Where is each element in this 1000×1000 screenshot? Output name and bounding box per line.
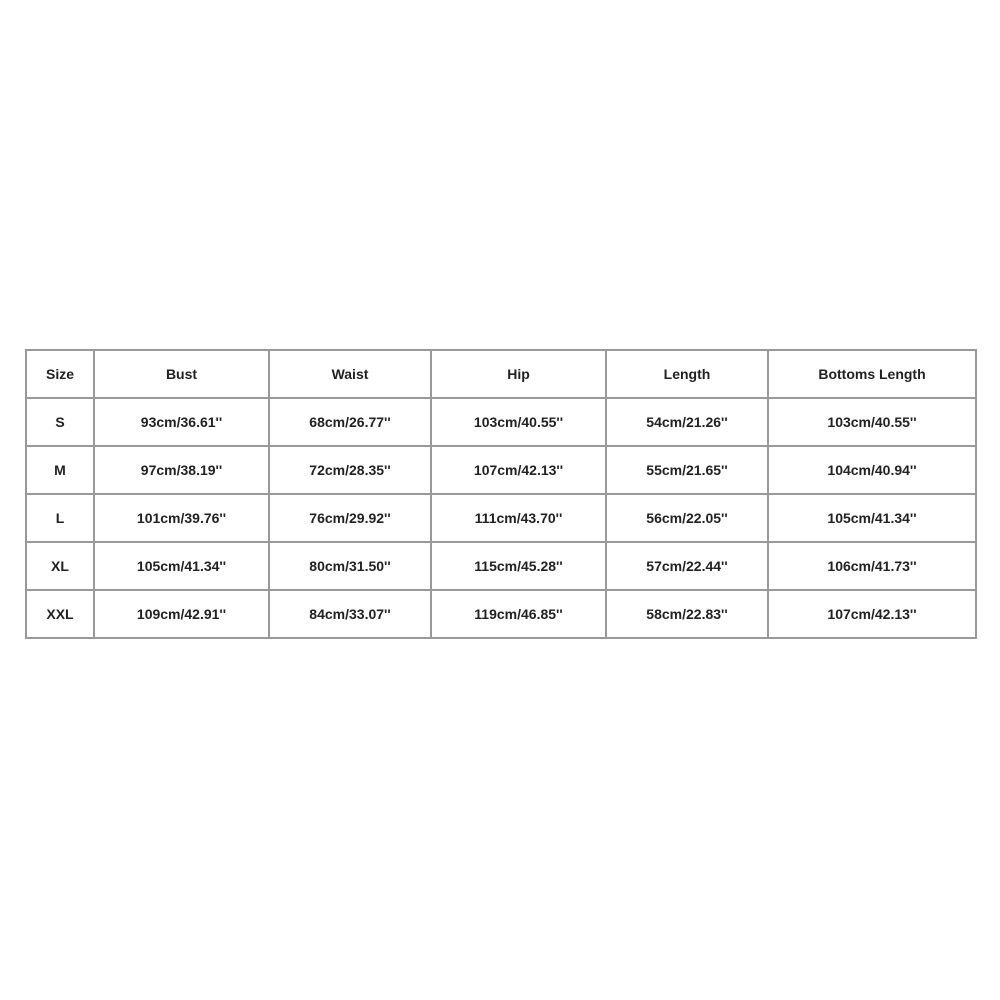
cell-hip: 115cm/45.28'' bbox=[431, 542, 606, 590]
cell-waist: 84cm/33.07'' bbox=[269, 590, 431, 638]
cell-waist: 68cm/26.77'' bbox=[269, 398, 431, 446]
table-row bbox=[26, 446, 976, 494]
cell-bust: 101cm/39.76'' bbox=[94, 494, 269, 542]
header-bust: Bust bbox=[94, 350, 269, 398]
cell-hip: 103cm/40.55'' bbox=[431, 398, 606, 446]
cell-hip: 119cm/46.85'' bbox=[431, 590, 606, 638]
cell-size: XXL bbox=[26, 590, 94, 638]
cell-size: M bbox=[26, 446, 94, 494]
cell-length: 58cm/22.83'' bbox=[606, 590, 768, 638]
cell-length: 55cm/21.65'' bbox=[606, 446, 768, 494]
cell-bottoms-length: 107cm/42.13'' bbox=[768, 590, 976, 638]
cell-hip: 107cm/42.13'' bbox=[431, 446, 606, 494]
cell-waist: 76cm/29.92'' bbox=[269, 494, 431, 542]
header-row bbox=[26, 350, 976, 398]
size-chart-table bbox=[25, 349, 977, 639]
cell-size: S bbox=[26, 398, 94, 446]
header-waist: Waist bbox=[269, 350, 431, 398]
cell-bust: 93cm/36.61'' bbox=[94, 398, 269, 446]
cell-hip: 111cm/43.70'' bbox=[431, 494, 606, 542]
cell-waist: 80cm/31.50'' bbox=[269, 542, 431, 590]
cell-bottoms-length: 105cm/41.34'' bbox=[768, 494, 976, 542]
header-bottoms-length: Bottoms Length bbox=[768, 350, 976, 398]
table-row bbox=[26, 542, 976, 590]
cell-length: 54cm/21.26'' bbox=[606, 398, 768, 446]
cell-size: L bbox=[26, 494, 94, 542]
cell-bottoms-length: 104cm/40.94'' bbox=[768, 446, 976, 494]
cell-bottoms-length: 106cm/41.73'' bbox=[768, 542, 976, 590]
header-size: Size bbox=[26, 350, 94, 398]
table-row bbox=[26, 398, 976, 446]
cell-length: 56cm/22.05'' bbox=[606, 494, 768, 542]
cell-waist: 72cm/28.35'' bbox=[269, 446, 431, 494]
cell-size: XL bbox=[26, 542, 94, 590]
header-hip: Hip bbox=[431, 350, 606, 398]
cell-bust: 109cm/42.91'' bbox=[94, 590, 269, 638]
cell-bust: 105cm/41.34'' bbox=[94, 542, 269, 590]
header-length: Length bbox=[606, 350, 768, 398]
table-row bbox=[26, 494, 976, 542]
cell-bust: 97cm/38.19'' bbox=[94, 446, 269, 494]
table-row bbox=[26, 590, 976, 638]
cell-length: 57cm/22.44'' bbox=[606, 542, 768, 590]
cell-bottoms-length: 103cm/40.55'' bbox=[768, 398, 976, 446]
